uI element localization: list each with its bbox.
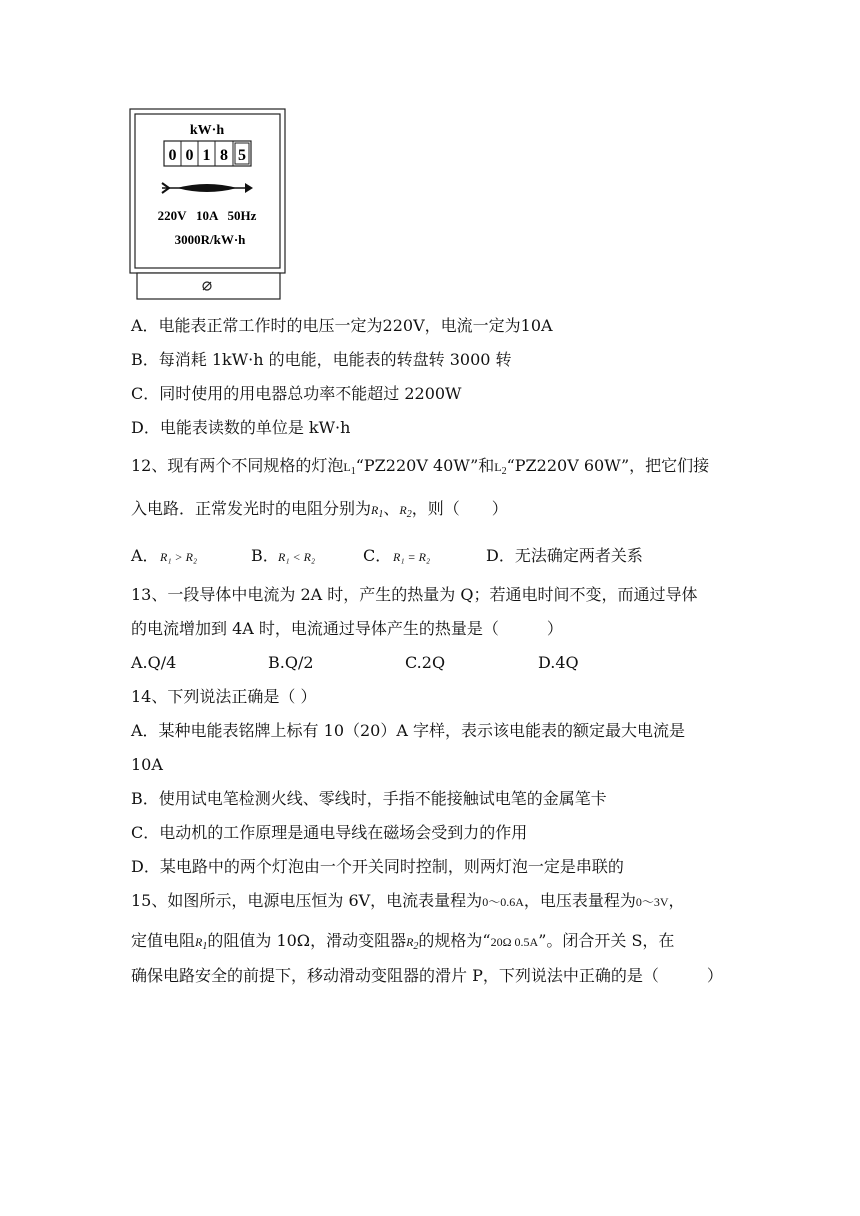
q13-option-b: B.Q/2 [268, 653, 314, 672]
electric-meter-figure [129, 108, 286, 300]
q14-option-a-line1: A．某种电能表铭牌上标有 10（20）A 字样，表示该电能表的额定最大电流是 [131, 721, 686, 740]
q12-option-a-expr: R₁ > R₂ [160, 550, 198, 564]
q14-option-a-line2: 10A [131, 755, 163, 774]
q15-stem-line1: 15、如图所示，电源电压恒为 6V，电流表量程为0～0.6A，电压表量程为0～3V， [131, 891, 685, 910]
q14-option-b: B．使用试电笔检测火线、零线时，手指不能接触试电笔的金属笔卡 [131, 789, 607, 808]
meter-unit: kW·h [189, 123, 225, 138]
q15-stem-line3: 确保电路安全的前提下，移动滑动变阻器的滑片 P，下列说法中正确的是（ ） [131, 966, 723, 985]
q12-stem-line2: 入电路．正常发光时的电阻分别为$R_1$、$R_2$，则（ ） [131, 499, 508, 520]
meter-digit: 1 [202, 147, 211, 164]
q13-option-c: C.2Q [405, 653, 446, 672]
q13-option-a: A.Q/4 [131, 653, 177, 672]
q14-option-d: D．某电路中的两个灯泡由一个开关同时控制，则两灯泡一定是串联的 [131, 857, 624, 876]
q13-option-d: D.4Q [538, 653, 579, 672]
meter-digit: 8 [220, 147, 228, 164]
resistor-r2: $R_2$ [399, 503, 412, 520]
q11-option-d: D．电能表读数的单位是 kW·h [131, 418, 351, 437]
meter-digit: 5 [238, 147, 246, 164]
lamp-l2: $L_2$ [494, 460, 507, 477]
meter-digit: 0 [168, 147, 177, 164]
q11-option-c: C．同时使用的用电器总功率不能超过 2200W [131, 384, 462, 403]
q15-stem-line2: 定值电阻$R_1$的阻值为 10Ω，滑动变阻器$R_2$的规格为“20Ω 0.5A”。闭合开关 S，在 [131, 931, 675, 952]
lamp-l1: $L_1$ [343, 460, 356, 477]
resistor-r1: $R_1$ [195, 935, 208, 952]
q13-stem-line2: 的电流增加到 4A 时，电流通过导体产生的热量是（ ） [131, 619, 563, 638]
resistor-r2: $R_2$ [406, 935, 419, 952]
q14-stem: 14、下列说法正确是（ ） [131, 687, 317, 706]
meter-specs: 220V 10A 50Hz [157, 208, 257, 223]
q11-option-b: B．每消耗 1kW·h 的电能，电能表的转盘转 3000 转 [131, 350, 512, 369]
q14-option-c: C．电动机的工作原理是通电导线在磁场会受到力的作用 [131, 823, 528, 842]
q12-option-c-label: C． [363, 546, 392, 565]
q12-option-a-label: A． [131, 546, 159, 565]
ammeter-range: 0～0.6A [482, 895, 524, 909]
q13-stem-line1: 13、一段导体中电流为 2A 时，产生的热量为 Q；若通电时间不变，而通过导体 [131, 585, 698, 604]
q12-stem-line1: 12、现有两个不同规格的灯泡$L_1“PZ220V$ 40W”和$L_2“PZ220V$ 60W”，把它们接 [131, 456, 710, 477]
q11-option-a: A．电能表正常工作时的电压一定为220V，电流一定为10A [131, 316, 553, 335]
meter-digit: 0 [185, 147, 194, 164]
q12-options [131, 546, 643, 567]
q12-option-b-label: B． [251, 546, 279, 565]
voltmeter-range: 0～3V [635, 895, 669, 909]
rheostat-spec: 20Ω 0.5A [490, 935, 539, 949]
q12-option-b-expr: R₁ < R₂ [278, 550, 316, 564]
q12-option-c-expr: R₁ = R₂ [393, 550, 431, 564]
meter-rate: 3000R/kW·h [174, 232, 246, 247]
resistor-r1: $R_1$ [371, 503, 384, 520]
q12-option-d: D．无法确定两者关系 [486, 546, 643, 565]
q13-options [131, 653, 579, 673]
